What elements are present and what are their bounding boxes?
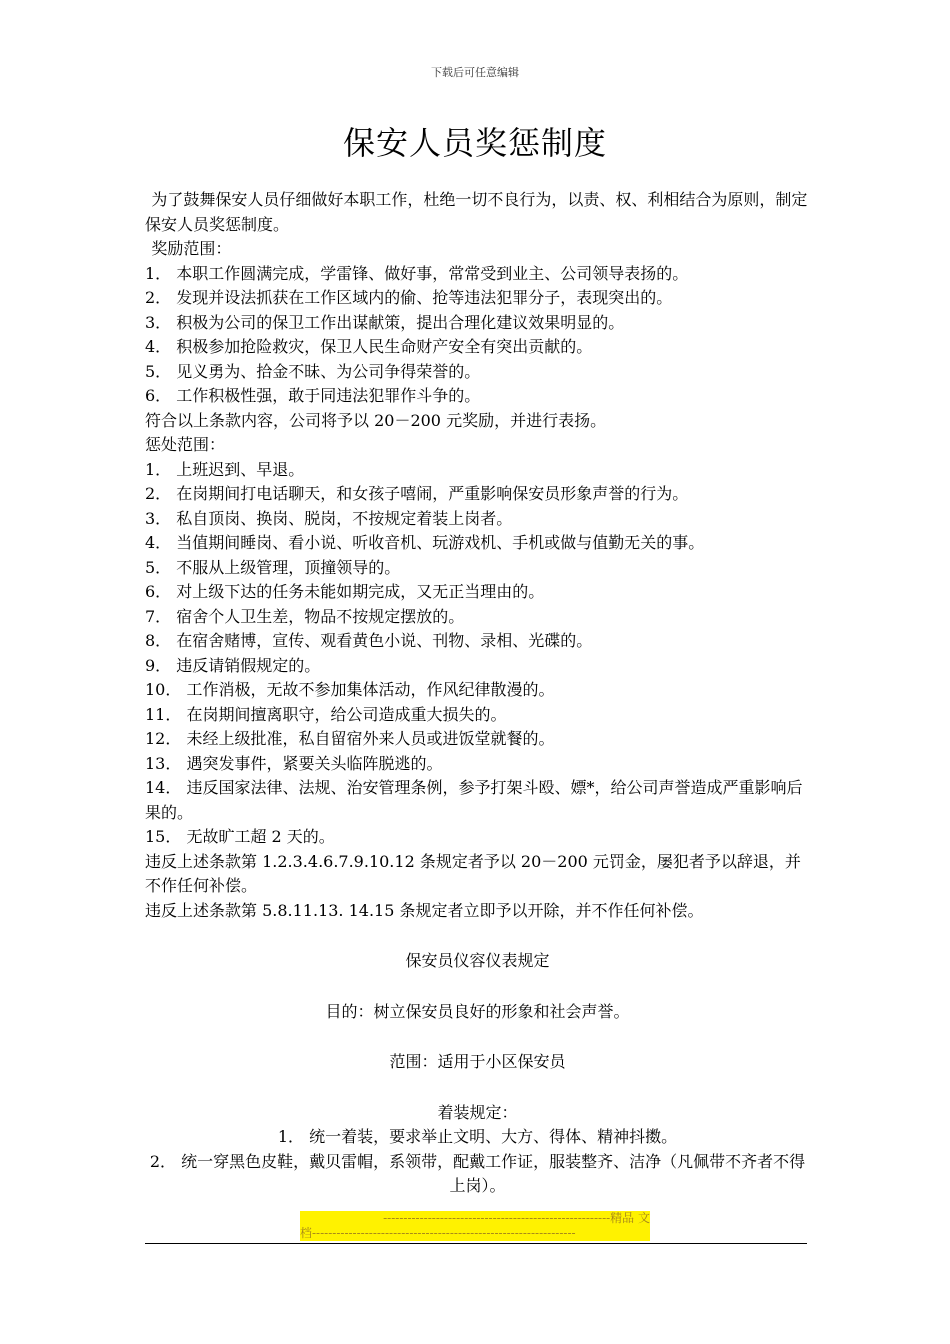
footer-watermark-line2: 档-----------------------------------------------------------------	[300, 1226, 576, 1240]
penalty-item: 15． 无故旷工超 2 天的。	[145, 827, 335, 846]
intro-paragraph: 为了鼓舞保安人员仔细做好本职工作，杜绝一切不良行为，以责、权、利相结合为原则，制定保安人员奖惩制度。	[145, 190, 808, 234]
document-title: 保安人员奖惩制度	[342, 124, 607, 162]
reward-item: 4． 积极参加抢险救灾，保卫人民生命财产安全有突出贡献的。	[145, 337, 593, 356]
header-note: 下载后可任意编辑	[431, 66, 519, 79]
footer-watermark-line1: --------------------------------------------------------精品 文	[383, 1211, 650, 1225]
penalty-item: 11． 在岗期间擅离职守，给公司造成重大损失的。	[145, 704, 507, 724]
penalty-item: 14． 违反国家法律、法规、治安管理条例，参予打架斗殴、嫖*，给公司声誉造成严重影响后果的。	[145, 778, 803, 822]
dress-item: 1． 统一着装，要求举止文明、大方、得体、精神抖擞。	[277, 1127, 678, 1146]
penalty-heading: 惩处范围：	[145, 435, 226, 454]
penalty-item: 2． 在岗期间打电话聊天，和女孩子嘻闹，严重影响保安员形象声誉的行为。	[145, 484, 689, 503]
reward-item: 2． 发现并设法抓获在工作区域内的偷、抢等违法犯罪分子，表现突出的。	[145, 288, 673, 307]
penalty-item: 6． 对上级下达的任务未能如期完成，又无正当理由的。	[145, 582, 545, 601]
penalty-item: 5． 不服从上级管理，顶撞领导的。	[145, 557, 401, 577]
penalty-item: 13． 遇突发事件，紧要关头临阵脱逃的。	[145, 753, 443, 773]
document-body	[145, 188, 810, 1199]
penalty-item: 9． 违反请销假规定的。	[145, 655, 321, 675]
footer-rule	[145, 1243, 807, 1244]
penalty-rule-fine: 违反上述条款第 1.2.3.4.6.7.9.10.12 条规定者予以 20－200 元罚金，屡犯者予以辞退，并不作任何补偿。	[145, 851, 801, 895]
penalty-item: 8． 在宿舍赌博，宣传、观看黄色小说、刊物、录相、光碟的。	[145, 631, 593, 650]
reward-summary: 符合以上条款内容，公司将予以 20－200 元奖励，并进行表扬。	[145, 410, 607, 430]
penalty-item: 3． 私自顶岗、换岗、脱岗，不按规定着装上岗者。	[145, 508, 513, 528]
penalty-item: 7． 宿舍个人卫生差，物品不按规定摆放的。	[145, 606, 465, 626]
penalty-item: 1． 上班迟到、早退。	[145, 459, 305, 479]
reward-item: 5． 见义勇为、拾金不昧、为公司争得荣誉的。	[145, 361, 481, 381]
penalty-rule-dismissal: 违反上述条款第 5.8.11.13. 14.15 条规定者立即予以开除，并不作任何补偿。	[145, 900, 704, 920]
penalty-item: 12． 未经上级批准，私自留宿外来人员或进饭堂就餐的。	[145, 729, 555, 748]
penalty-item: 10． 工作消极，无故不参加集体活动，作风纪律散漫的。	[145, 680, 555, 699]
reward-item: 1． 本职工作圆满完成，学雷锋、做好事，常常受到业主、公司领导表扬的。	[145, 263, 689, 283]
dress-item: 2． 统一穿黑色皮鞋，戴贝雷帽，系领带，配戴工作证，服装整齐、洁净（凡佩带不齐者不得上岗）。	[149, 1151, 806, 1195]
reward-item: 6． 工作积极性强，敢于同违法犯罪作斗争的。	[145, 386, 481, 405]
dress-heading: 着装规定：	[437, 1102, 518, 1122]
appearance-purpose: 目的：树立保安员良好的形象和社会声誉。	[325, 1001, 630, 1021]
appearance-scope: 范围：适用于小区保安员	[389, 1052, 566, 1071]
footer-watermark	[300, 1211, 650, 1241]
reward-heading: 奖励范围：	[151, 239, 232, 258]
penalty-item: 4． 当值期间睡岗、看小说、听收音机、玩游戏机、手机或做与值勤无关的事。	[145, 533, 705, 552]
appearance-heading: 保安员仪容仪表规定	[405, 951, 550, 970]
reward-item: 3． 积极为公司的保卫工作出谋献策，提出合理化建议效果明显的。	[145, 312, 625, 332]
